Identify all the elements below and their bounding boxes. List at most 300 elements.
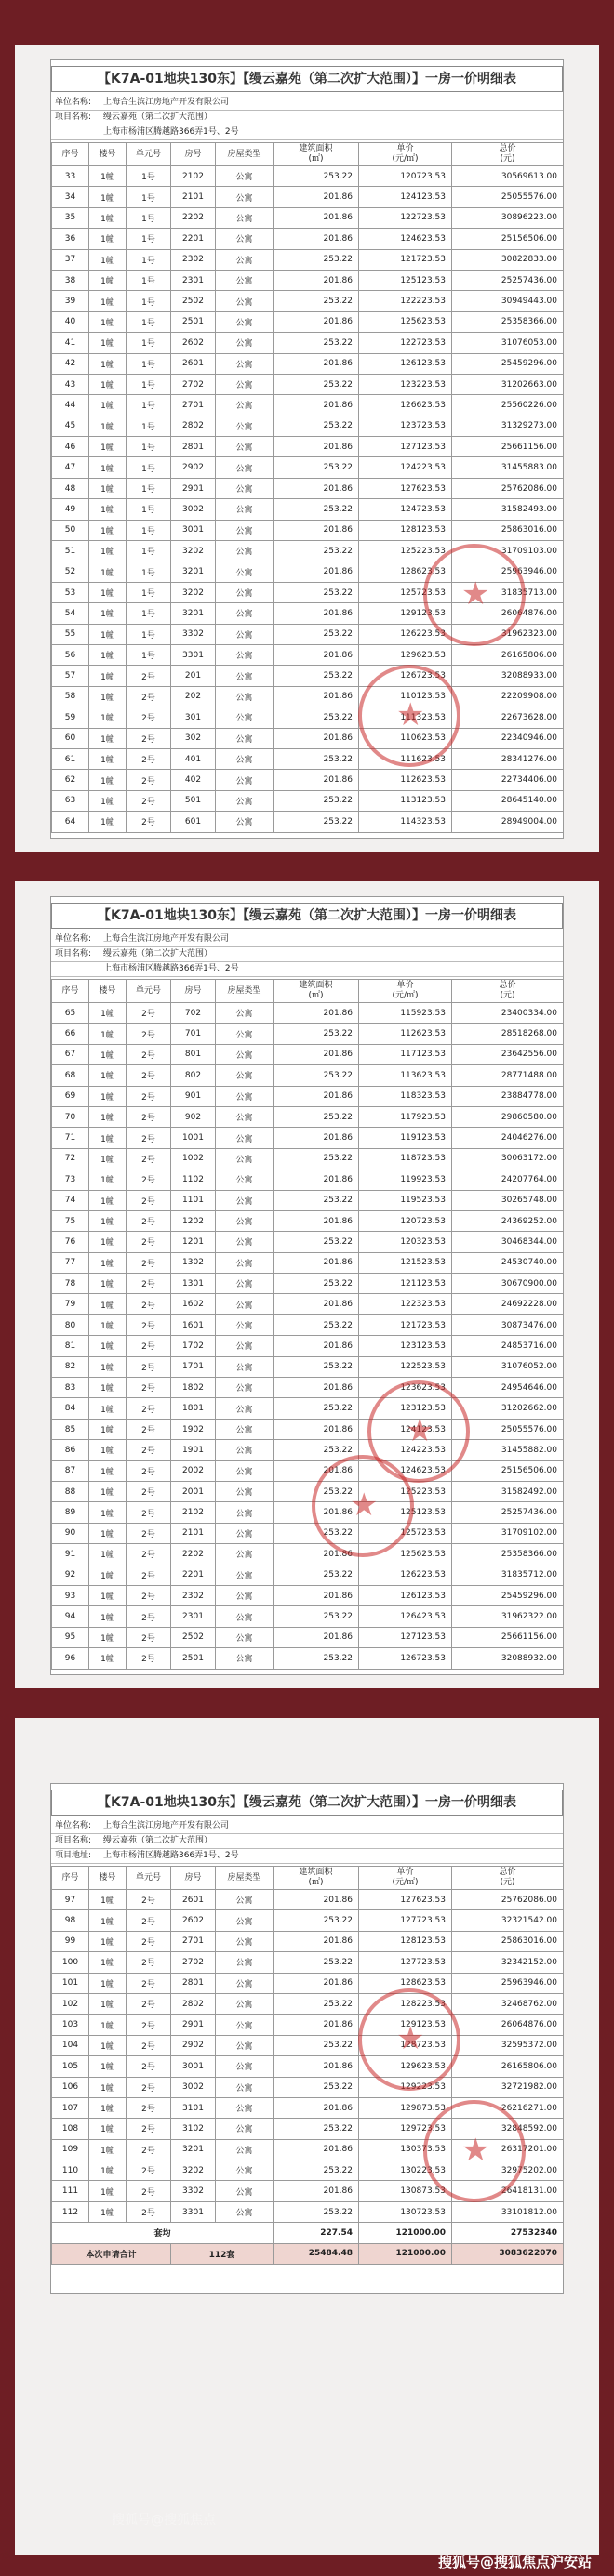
table-cell: 902 [171, 1106, 216, 1127]
table-cell: 128123.53 [359, 520, 452, 540]
table-cell: 2号 [127, 728, 171, 748]
table-cell: 公寓 [216, 770, 274, 790]
table-cell: 253.22 [274, 1356, 359, 1377]
column-header: 房屋类型 [216, 1867, 274, 1890]
column-header: 房屋类型 [216, 980, 274, 1003]
table-cell: 公寓 [216, 1606, 274, 1627]
table-row [52, 1003, 564, 1024]
table-cell: 124123.53 [359, 1419, 452, 1439]
table-cell: 公寓 [216, 1398, 274, 1419]
table-cell: 253.22 [274, 1952, 359, 1973]
table-cell: 2102 [171, 1502, 216, 1523]
table-cell: 公寓 [216, 2119, 274, 2139]
info-row-project: 项目名称: 缦云嘉苑（第二次扩大范围） [51, 1834, 563, 1849]
table-cell: 129873.53 [359, 2097, 452, 2118]
table-row [52, 1460, 564, 1481]
table-cell: 公寓 [216, 499, 274, 520]
table-cell: 3001 [171, 520, 216, 540]
table-cell: 61 [52, 748, 89, 769]
table-cell: 122723.53 [359, 207, 452, 228]
table-cell: 32468762.00 [452, 1993, 564, 2014]
table-cell: 111623.53 [359, 748, 452, 769]
table-row [52, 207, 564, 228]
table-cell: 22209908.00 [452, 686, 564, 707]
column-header: 楼号 [89, 143, 127, 166]
table-row [52, 270, 564, 290]
table-cell: 2101 [171, 1523, 216, 1543]
table-cell: 201.86 [274, 353, 359, 374]
table-cell: 公寓 [216, 1128, 274, 1148]
table-cell: 201.86 [274, 1294, 359, 1314]
table-cell: 102 [52, 1993, 89, 2014]
table-cell: 1002 [171, 1148, 216, 1169]
table-cell: 1幢 [89, 1044, 127, 1064]
column-header: 建筑面积 (㎡) [274, 143, 359, 166]
table-cell: 公寓 [216, 603, 274, 624]
table-row [52, 249, 564, 270]
table-cell: 106 [52, 2077, 89, 2097]
table-cell: 1幢 [89, 666, 127, 686]
table-row [52, 374, 564, 394]
table-cell: 3301 [171, 644, 216, 665]
table-cell: 130373.53 [359, 2139, 452, 2160]
table-cell: 2号 [127, 1044, 171, 1064]
table-cell: 2801 [171, 437, 216, 457]
table-cell: 1幢 [89, 1565, 127, 1585]
table-cell: 2号 [127, 1336, 171, 1356]
column-header: 楼号 [89, 980, 127, 1003]
table-cell: 25055576.00 [452, 1419, 564, 1439]
table-cell: 23884778.00 [452, 1086, 564, 1106]
table-cell: 公寓 [216, 2035, 274, 2055]
table-cell: 31582492.00 [452, 1481, 564, 1501]
table-cell: 1幢 [89, 2160, 127, 2181]
table-cell: 公寓 [216, 582, 274, 602]
table-cell: 201.86 [274, 1460, 359, 1481]
watermark-text: 搜狐号@搜狐焦点 [112, 2513, 216, 2528]
table-row [52, 291, 564, 311]
table-cell: 119523.53 [359, 1190, 452, 1210]
table-cell: 1幢 [89, 2181, 127, 2201]
table-cell: 3302 [171, 624, 216, 644]
table-cell: 31455883.00 [452, 457, 564, 478]
table-cell: 501 [171, 790, 216, 811]
table-cell: 121123.53 [359, 1274, 452, 1294]
table-cell: 41 [52, 333, 89, 353]
table-cell: 25762086.00 [452, 1890, 564, 1910]
table-cell: 1号 [127, 416, 171, 436]
table-cell: 92 [52, 1565, 89, 1585]
table-cell: 1幢 [89, 1252, 127, 1273]
table-cell: 85 [52, 1419, 89, 1439]
info-row-project: 项目名称: 缦云嘉苑（第二次扩大范围） [51, 947, 563, 962]
table-cell: 30949443.00 [452, 291, 564, 311]
table-cell: 公寓 [216, 1648, 274, 1669]
table-cell: 1幢 [89, 2097, 127, 2118]
table-cell: 201.86 [274, 270, 359, 290]
table-cell: 70 [52, 1106, 89, 1127]
table-cell: 2801 [171, 1973, 216, 1993]
table-cell: 128123.53 [359, 1931, 452, 1951]
table-cell: 2号 [127, 1065, 171, 1086]
table-cell: 1幢 [89, 1210, 127, 1231]
table-cell: 124623.53 [359, 1460, 452, 1481]
table-cell: 24530740.00 [452, 1252, 564, 1273]
table-cell: 101 [52, 1973, 89, 1993]
table-cell: 公寓 [216, 520, 274, 540]
table-cell: 2号 [127, 2160, 171, 2181]
table-cell: 122323.53 [359, 1294, 452, 1314]
grand-total-count: 112套 [171, 2243, 274, 2264]
table-cell: 2号 [127, 2077, 171, 2097]
table-cell: 31202663.00 [452, 374, 564, 394]
table-cell: 1802 [171, 1378, 216, 1398]
table-cell: 121523.53 [359, 1252, 452, 1273]
table-cell: 公寓 [216, 1419, 274, 1439]
table-cell: 28771488.00 [452, 1065, 564, 1086]
table-cell: 公寓 [216, 1024, 274, 1044]
table-cell: 84 [52, 1398, 89, 1419]
table-cell: 26418131.00 [452, 2181, 564, 2201]
table-cell: 2号 [127, 770, 171, 790]
grand-total-label: 本次申请合计 [52, 2243, 171, 2264]
table-cell: 126423.53 [359, 1606, 452, 1627]
table-cell: 201.86 [274, 2056, 359, 2077]
table-cell: 25560226.00 [452, 395, 564, 416]
table-cell: 119923.53 [359, 1169, 452, 1190]
table-cell: 253.22 [274, 1148, 359, 1169]
table-cell: 74 [52, 1190, 89, 1210]
table-cell: 2号 [127, 1128, 171, 1148]
sheet-title: 【K7A-01地块130东】【缦云嘉苑（第二次扩大范围）】一房一价明细表 [51, 66, 563, 92]
table-cell: 201.86 [274, 1336, 359, 1356]
table-cell: 2502 [171, 291, 216, 311]
table-cell: 公寓 [216, 666, 274, 686]
table-cell: 公寓 [216, 1973, 274, 1993]
table-cell: 76 [52, 1232, 89, 1252]
table-cell: 2号 [127, 1274, 171, 1294]
table-cell: 1幢 [89, 416, 127, 436]
column-header: 房号 [171, 1867, 216, 1890]
table-cell: 1幢 [89, 1627, 127, 1647]
column-header: 单价 (元/㎡) [359, 980, 452, 1003]
table-cell: 1幢 [89, 1931, 127, 1951]
grand-total-area: 25484.48 [274, 2243, 359, 2264]
table-cell: 2号 [127, 1952, 171, 1973]
column-header: 总价 (元) [452, 1867, 564, 1890]
table-cell: 22734406.00 [452, 770, 564, 790]
table-cell: 253.22 [274, 374, 359, 394]
table-cell: 26064876.00 [452, 2015, 564, 2035]
table-cell: 2202 [171, 207, 216, 228]
table-cell: 127723.53 [359, 1952, 452, 1973]
table-cell: 25358366.00 [452, 311, 564, 332]
table-row [52, 2035, 564, 2055]
table-row [52, 1065, 564, 1086]
table-cell: 253.22 [274, 249, 359, 270]
table-cell: 201.86 [274, 1086, 359, 1106]
table-cell: 88 [52, 1481, 89, 1501]
table-cell: 2501 [171, 311, 216, 332]
table-cell: 2号 [127, 790, 171, 811]
table-cell: 35 [52, 207, 89, 228]
table-cell: 1幢 [89, 582, 127, 602]
table-cell: 253.22 [274, 1523, 359, 1543]
table-cell: 2602 [171, 1910, 216, 1931]
table-cell: 100 [52, 1952, 89, 1973]
table-cell: 2号 [127, 1890, 171, 1910]
table-cell: 26216271.00 [452, 2097, 564, 2118]
table-cell: 45 [52, 416, 89, 436]
table-cell: 25257436.00 [452, 1502, 564, 1523]
table-cell: 1幢 [89, 1890, 127, 1910]
table-cell: 201.86 [274, 644, 359, 665]
table-cell: 1幢 [89, 561, 127, 582]
table-cell: 117923.53 [359, 1106, 452, 1127]
table-cell: 2号 [127, 1910, 171, 1931]
table-cell: 1幢 [89, 1910, 127, 1931]
table-cell: 1幢 [89, 311, 127, 332]
table-cell: 123223.53 [359, 374, 452, 394]
table-cell: 2号 [127, 666, 171, 686]
average-price: 121000.00 [359, 2223, 452, 2243]
table-cell: 253.22 [274, 457, 359, 478]
table-cell: 2号 [127, 748, 171, 769]
official-seal-stamp [358, 1988, 460, 2091]
table-cell: 129623.53 [359, 644, 452, 665]
table-cell: 202 [171, 686, 216, 707]
table-cell: 121723.53 [359, 1314, 452, 1335]
table-cell: 公寓 [216, 1910, 274, 1931]
table-row [52, 686, 564, 707]
table-cell: 75 [52, 1210, 89, 1231]
table-cell: 36 [52, 229, 89, 249]
table-row [52, 1890, 564, 1910]
table-cell: 1号 [127, 437, 171, 457]
table-cell: 201.86 [274, 1044, 359, 1064]
table-cell: 201.86 [274, 187, 359, 207]
official-seal-stamp [358, 665, 460, 767]
table-cell: 1号 [127, 333, 171, 353]
table-cell: 127623.53 [359, 1890, 452, 1910]
table-header-row [52, 1867, 564, 1890]
table-cell: 1幢 [89, 624, 127, 644]
sheet-title: 【K7A-01地块130东】【缦云嘉苑（第二次扩大范围）】一房一价明细表 [51, 903, 563, 929]
sheet-panel-3 [15, 1718, 599, 2555]
sheet-2 [50, 896, 564, 1675]
table-cell: 公寓 [216, 1481, 274, 1501]
table-cell: 1号 [127, 374, 171, 394]
table-cell: 122523.53 [359, 1356, 452, 1377]
table-cell: 253.22 [274, 666, 359, 686]
table-cell: 2701 [171, 395, 216, 416]
table-cell: 公寓 [216, 249, 274, 270]
table-cell: 2号 [127, 1440, 171, 1460]
table-cell: 90 [52, 1523, 89, 1543]
table-cell: 1幢 [89, 333, 127, 353]
grand-total-price: 121000.00 [359, 2243, 452, 2264]
table-row [52, 2201, 564, 2222]
table-cell: 25863016.00 [452, 520, 564, 540]
table-cell: 125723.53 [359, 582, 452, 602]
table-cell: 701 [171, 1024, 216, 1044]
table-cell: 1幢 [89, 478, 127, 498]
table-cell: 公寓 [216, 1190, 274, 1210]
table-cell: 123623.53 [359, 1378, 452, 1398]
table-cell: 25055576.00 [452, 187, 564, 207]
table-cell: 253.22 [274, 166, 359, 187]
table-cell: 公寓 [216, 2201, 274, 2222]
table-cell: 1幢 [89, 1314, 127, 1335]
table-cell: 1幢 [89, 1544, 127, 1565]
table-cell: 公寓 [216, 790, 274, 811]
table-cell: 83 [52, 1378, 89, 1398]
table-cell: 3202 [171, 582, 216, 602]
table-row [52, 416, 564, 436]
table-cell: 201.86 [274, 1890, 359, 1910]
table-cell: 2号 [127, 1106, 171, 1127]
table-cell: 公寓 [216, 812, 274, 832]
table-cell: 2号 [127, 1606, 171, 1627]
table-cell: 公寓 [216, 1003, 274, 1024]
table-cell: 253.22 [274, 1481, 359, 1501]
table-cell: 201.86 [274, 2015, 359, 2035]
table-cell: 1幢 [89, 1419, 127, 1439]
table-cell: 201.86 [274, 311, 359, 332]
table-cell: 25358366.00 [452, 1544, 564, 1565]
table-cell: 1幢 [89, 1502, 127, 1523]
table-cell: 1号 [127, 207, 171, 228]
table-cell: 2701 [171, 1931, 216, 1951]
table-row [52, 1356, 564, 1377]
column-header: 序号 [52, 143, 89, 166]
table-row [52, 229, 564, 249]
table-cell: 57 [52, 666, 89, 686]
table-row [52, 311, 564, 332]
table-cell: 2号 [127, 2097, 171, 2118]
table-cell: 25459296.00 [452, 353, 564, 374]
table-cell: 31329273.00 [452, 416, 564, 436]
table-cell: 1幢 [89, 1106, 127, 1127]
table-cell: 253.22 [274, 748, 359, 769]
table-cell: 201.86 [274, 1003, 359, 1024]
table-row [52, 1252, 564, 1273]
table-cell: 253.22 [274, 1274, 359, 1294]
table-cell: 公寓 [216, 2056, 274, 2077]
table-cell: 25661156.00 [452, 437, 564, 457]
table-cell: 89 [52, 1502, 89, 1523]
average-label: 套均 [52, 2223, 274, 2243]
column-header: 单元号 [127, 980, 171, 1003]
table-cell: 253.22 [274, 1190, 359, 1210]
table-cell: 2501 [171, 1648, 216, 1669]
table-cell: 公寓 [216, 291, 274, 311]
table-cell: 66 [52, 1024, 89, 1044]
table-cell: 公寓 [216, 1523, 274, 1543]
table-cell: 2号 [127, 1993, 171, 2014]
table-row [52, 499, 564, 520]
table-cell: 3002 [171, 2077, 216, 2097]
table-cell: 25963946.00 [452, 1973, 564, 1993]
table-cell: 30569613.00 [452, 166, 564, 187]
table-cell: 601 [171, 812, 216, 832]
table-cell: 402 [171, 770, 216, 790]
table-cell: 112623.53 [359, 1024, 452, 1044]
table-cell: 253.22 [274, 291, 359, 311]
table-row [52, 1336, 564, 1356]
table-cell: 1幢 [89, 2035, 127, 2055]
table-row [52, 728, 564, 748]
table-cell: 32321542.00 [452, 1910, 564, 1931]
table-row [52, 748, 564, 769]
table-cell: 1201 [171, 1232, 216, 1252]
table-cell: 201.86 [274, 395, 359, 416]
table-row [52, 812, 564, 832]
column-header: 单元号 [127, 143, 171, 166]
table-cell: 3301 [171, 2201, 216, 2222]
table-row [52, 1128, 564, 1148]
table-cell: 公寓 [216, 1356, 274, 1377]
table-cell: 96 [52, 1648, 89, 1669]
table-cell: 1幢 [89, 229, 127, 249]
table-cell: 1幢 [89, 207, 127, 228]
table-cell: 201.86 [274, 686, 359, 707]
table-cell: 1902 [171, 1419, 216, 1439]
table-cell: 110123.53 [359, 686, 452, 707]
table-cell: 31962323.00 [452, 624, 564, 644]
table-cell: 1幢 [89, 457, 127, 478]
table-row [52, 770, 564, 790]
table-cell: 31582493.00 [452, 499, 564, 520]
table-cell: 39 [52, 291, 89, 311]
table-cell: 26064876.00 [452, 603, 564, 624]
table-cell: 25963946.00 [452, 561, 564, 582]
table-row [52, 644, 564, 665]
table-cell: 31202662.00 [452, 1398, 564, 1419]
table-cell: 2102 [171, 166, 216, 187]
table-cell: 30468344.00 [452, 1232, 564, 1252]
table-cell: 49 [52, 499, 89, 520]
table-cell: 31962322.00 [452, 1606, 564, 1627]
table-cell: 120723.53 [359, 166, 452, 187]
table-cell: 1幢 [89, 1232, 127, 1252]
table-cell: 110 [52, 2160, 89, 2181]
table-cell: 253.22 [274, 541, 359, 561]
table-cell: 公寓 [216, 1232, 274, 1252]
table-cell: 公寓 [216, 2097, 274, 2118]
table-cell: 25257436.00 [452, 270, 564, 290]
table-cell: 126223.53 [359, 624, 452, 644]
table-cell: 公寓 [216, 2181, 274, 2201]
table-cell: 3202 [171, 2160, 216, 2181]
table-cell: 59 [52, 707, 89, 728]
average-total: 27532340 [452, 2223, 564, 2243]
table-cell: 201.86 [274, 1378, 359, 1398]
table-row [52, 1148, 564, 1169]
column-header: 房号 [171, 143, 216, 166]
table-cell: 公寓 [216, 478, 274, 498]
table-cell: 30670900.00 [452, 1274, 564, 1294]
table-cell: 1号 [127, 582, 171, 602]
table-row [52, 1190, 564, 1210]
grand-total-amount: 3083622070 [452, 2243, 564, 2264]
table-cell: 253.22 [274, 2035, 359, 2055]
footer-logo-text: 搜狐号@搜狐焦点沪安站 [437, 2554, 592, 2570]
table-cell: 1号 [127, 603, 171, 624]
table-cell: 1幢 [89, 1606, 127, 1627]
table-cell: 1幢 [89, 2201, 127, 2222]
table-cell: 87 [52, 1460, 89, 1481]
